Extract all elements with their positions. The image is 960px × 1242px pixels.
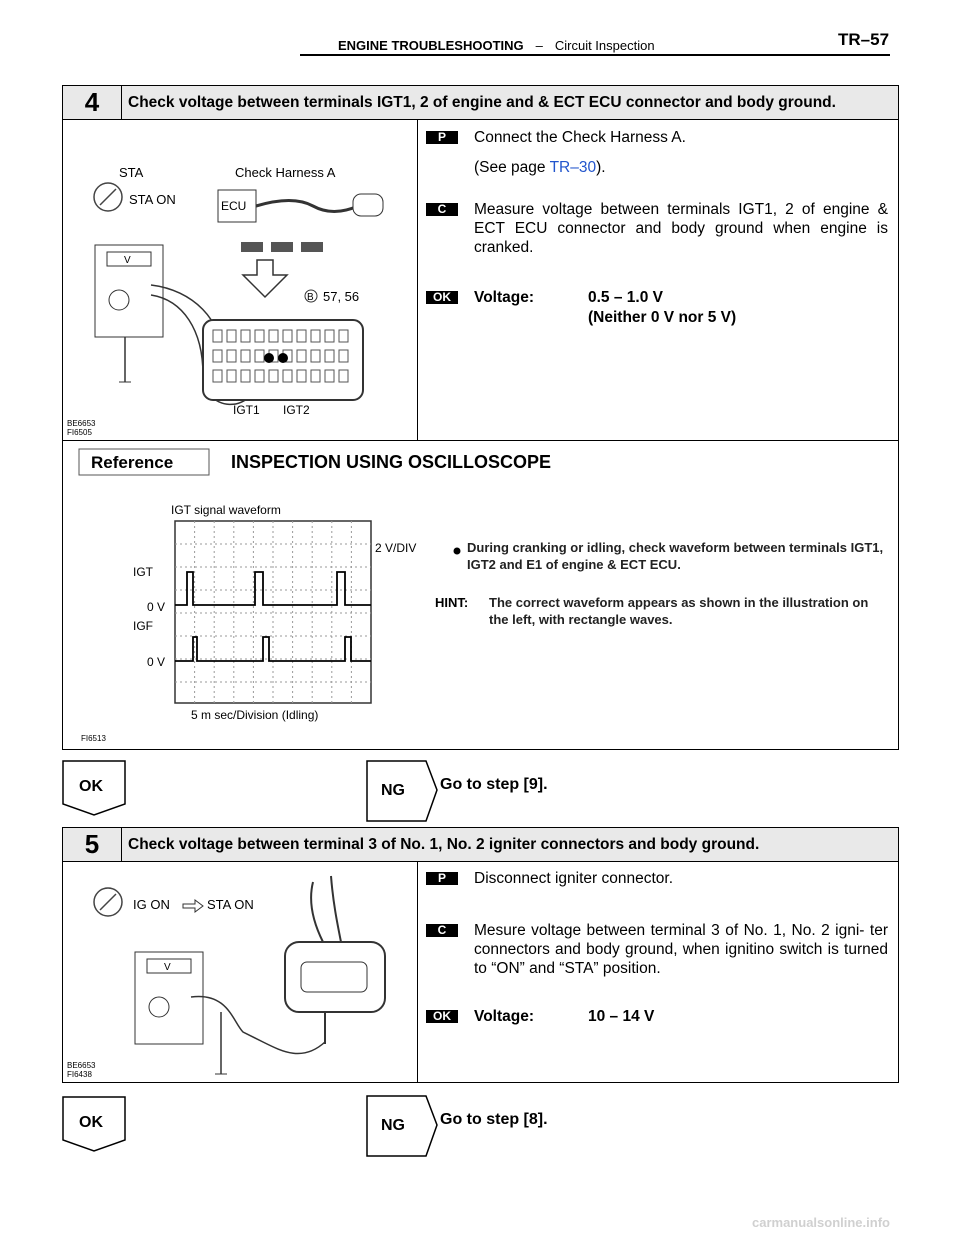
c-tag: C bbox=[426, 203, 458, 216]
ok-label: OK bbox=[79, 778, 103, 795]
ng-badge-4 bbox=[366, 760, 438, 827]
header-subsection: Circuit Inspection bbox=[554, 38, 655, 53]
fig-code-1: BE6653 bbox=[67, 419, 96, 428]
hint-text: The correct waveform appears as shown in the illustration on the left, with rectangle waves. bbox=[489, 595, 869, 627]
fig-code-2: FI6505 bbox=[67, 428, 92, 437]
step-4-box bbox=[62, 85, 899, 750]
ok-badge-5 bbox=[62, 1096, 126, 1157]
goto-step-9[interactable]: Go to step [9]. bbox=[440, 776, 548, 793]
pins-label: 57, 56 bbox=[323, 289, 360, 304]
p-tag: P bbox=[426, 131, 458, 144]
step-title: Check voltage between terminal 3 of No. 1, No. 2 igniter connectors and body ground. bbox=[128, 835, 760, 853]
igt2-label: IGT2 bbox=[283, 403, 310, 417]
ok-value: 0.5 – 1.0 V bbox=[588, 289, 663, 306]
step-5-instructions bbox=[418, 862, 898, 1083]
step-4-body bbox=[63, 120, 898, 440]
ok-spec bbox=[474, 1007, 888, 1026]
fig-code-2: FI6438 bbox=[67, 1070, 92, 1079]
ok-spec bbox=[474, 288, 888, 307]
running-header bbox=[338, 38, 655, 53]
p-tag: P bbox=[426, 872, 458, 885]
zero-label-2: 0 V bbox=[147, 655, 166, 669]
c-tag: C bbox=[426, 924, 458, 937]
igt1-label: IGT1 bbox=[233, 403, 260, 417]
sta-on-label: STA ON bbox=[129, 192, 176, 207]
reference-panel bbox=[63, 440, 898, 751]
step-title: Check voltage between terminals IGT1, 2 of engine and & ECT ECU connector and body ground. bbox=[128, 93, 836, 111]
header-section: ENGINE TROUBLESHOOTING bbox=[338, 38, 524, 53]
reference-label: Reference bbox=[91, 453, 174, 472]
ref-pre: (See page bbox=[474, 159, 550, 176]
wave-title: IGT signal waveform bbox=[171, 503, 281, 517]
p-text: Connect the Check Harness A. bbox=[474, 129, 686, 146]
ok-tag: OK bbox=[426, 1010, 458, 1023]
figure-igniter-connector bbox=[63, 862, 418, 1083]
ecu-label: ECU bbox=[221, 199, 247, 213]
step-number: 5 bbox=[63, 828, 122, 861]
igf-label: IGF bbox=[133, 619, 153, 633]
header-rule bbox=[300, 54, 890, 56]
div-label: 2 V/DIV bbox=[375, 541, 417, 555]
ng-label: NG bbox=[381, 782, 405, 799]
b-label: B bbox=[307, 292, 314, 303]
goto-step-8[interactable]: Go to step [8]. bbox=[440, 1111, 548, 1128]
watermark: carmanualsonline.info bbox=[752, 1215, 890, 1230]
ref-line bbox=[474, 158, 888, 177]
c-text: Mesure voltage between terminal 3 of No. 1, No. 2 igni- ter connectors and body ground, when ignitino switch is turned to “ON” and “STA” position. bbox=[474, 922, 888, 977]
timebase-label: 5 m sec/Division (Idling) bbox=[191, 708, 319, 722]
page-number: TR–57 bbox=[838, 30, 890, 49]
reference-code: FI6513 bbox=[81, 734, 106, 743]
ref-post: ). bbox=[596, 159, 606, 176]
harness-label: Check Harness A bbox=[235, 165, 336, 180]
page-link[interactable]: TR–30 bbox=[549, 159, 597, 176]
reference-heading: INSPECTION USING OSCILLOSCOPE bbox=[231, 452, 552, 472]
voltmeter-v: V bbox=[164, 962, 171, 973]
sta-on-label: STA ON bbox=[207, 897, 254, 912]
step-4-instructions bbox=[418, 120, 898, 440]
ok-tag: OK bbox=[426, 291, 458, 304]
hint-label: HINT: bbox=[435, 595, 469, 610]
ok-note: (Neither 0 V nor 5 V) bbox=[588, 309, 737, 326]
ok-label: Voltage: bbox=[474, 289, 534, 306]
ok-label: OK bbox=[79, 1114, 103, 1131]
p-text: Disconnect igniter connector. bbox=[474, 870, 674, 887]
ok-value: 10 – 14 V bbox=[588, 1008, 655, 1025]
step-4-title-bar bbox=[63, 86, 898, 120]
header-separator: – bbox=[535, 38, 543, 53]
c-text: Measure voltage between terminals IGT1, 2 of engine & ECT ECU connector and body ground when engine is cranked. bbox=[474, 201, 888, 256]
sta-label: STA bbox=[119, 165, 144, 180]
reference-bullet: During cranking or idling, check waveform between terminals IGT1, IGT2 and E1 of engine & ECT ECU. bbox=[467, 540, 884, 572]
zero-label-1: 0 V bbox=[147, 600, 166, 614]
figure-check-harness bbox=[63, 120, 418, 440]
ng-badge-5 bbox=[366, 1095, 438, 1162]
ig-on-label: IG ON bbox=[133, 897, 170, 912]
ng-label: NG bbox=[381, 1117, 405, 1134]
igt-label: IGT bbox=[133, 565, 153, 579]
step-5-title-bar bbox=[63, 828, 898, 862]
step-5-box bbox=[62, 827, 899, 1083]
step-number: 4 bbox=[63, 86, 122, 119]
ok-badge-4 bbox=[62, 760, 126, 821]
ok-label: Voltage: bbox=[474, 1008, 534, 1025]
voltmeter-v: V bbox=[124, 255, 131, 266]
fig-code-1: BE6653 bbox=[67, 1061, 96, 1070]
step-5-body bbox=[63, 862, 898, 1083]
